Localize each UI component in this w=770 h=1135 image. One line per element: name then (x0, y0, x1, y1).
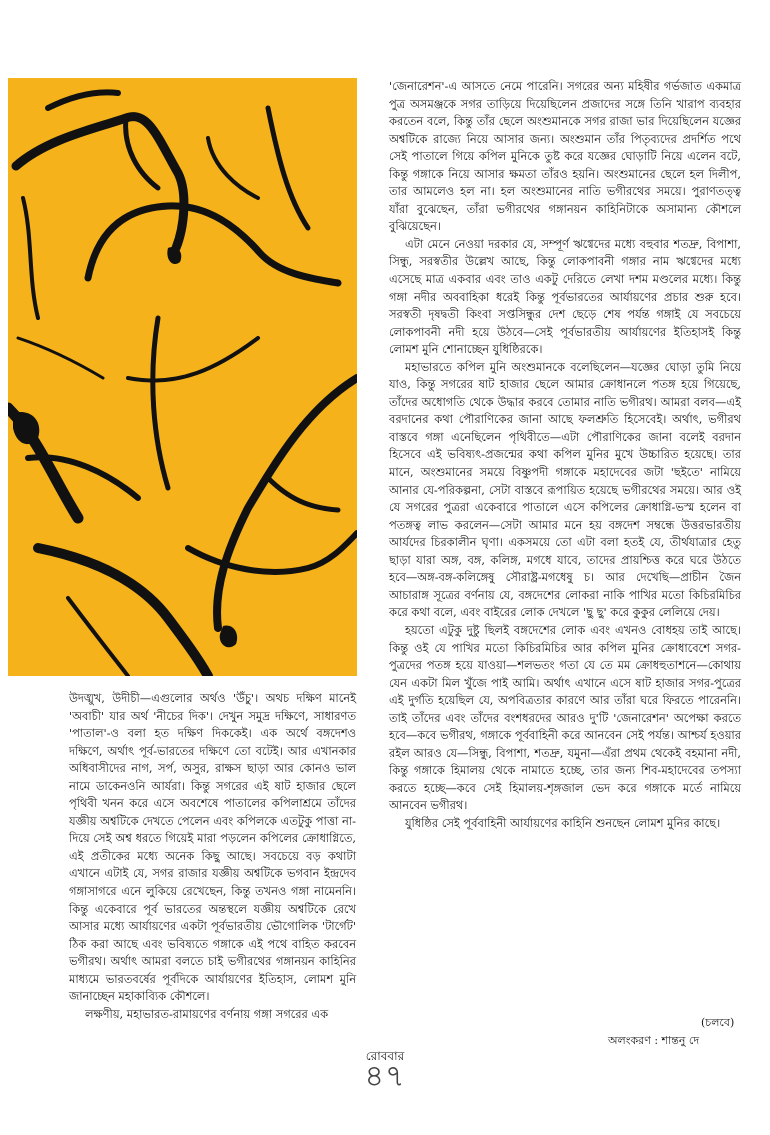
left-paragraph-1: উদঙ্মুখ, উদীচী—এগুলোর অর্থও 'উঁচু'। অথচ দক্ষিণ মানেই 'অবাচী' যার অর্থ 'নীচের দিক'। দেখুন সমুদ্র দক্ষিণে, সাধারণত 'পাতাল'-ও বলা হত দক্ষিণ দিককেই। এক অর্থে বঙ্গদেশও দক্ষিণে, অর্থাৎ পূর্ব-ভারতের দক্ষিণে তো বটেই। আর এখানকার অধিবাসীদের নাগ, সর্প, অসুর, রাক্ষস ছাড়া আর কোনও ভাল নামে ডাকেনওনি আর্যরা। কিন্তু সগরের এই ষাট হাজার ছেলে পৃথিবী খনন করে এসে অবশেষে পাতালের কপিলাশ্রমে তাঁদের যজ্ঞীয় অশ্বটিকে দেখতে পেলেন এবং কপিলকে এতটুকু পাত্তা না-দিয়ে সেই অশ্ব ধরতে গিয়েই মারা পড়লেন কপিলের ক্রোধাগ্নিতে, এই প্রতীকের মধ্যে অনেক কিছু আছে। সবচেয়ে বড় কথাটা এখানে এটাই যে, সগর রাজার যজ্ঞীয় অশ্বটিকে ভগবান ইন্দ্রদেব গঙ্গাসাগরে এনে লুকিয়ে রেখেছেন, কিন্তু তখনও গঙ্গা নামেননি। কিন্তু একেবারে পূর্ব ভারতের অন্তস্থলে যজ্ঞীয় অশ্বটিকে রেখে আসার মধ্যে আর্যায়ণের একটা পূর্বভারতীয় ভৌগোলিক 'টার্গেট' ঠিক করা আছে এবং ভবিষ্যতে গঙ্গাকে এই পথে বাহিত করবেন ভগীরথ। অর্থাৎ আমরা বলতে চাই ভগীরথের গঙ্গানয়ন কাহিনির মাধ্যমে ভারতবর্ষের পূর্বদিকে আর্যায়ণের ইতিহাস, লোমশ মুনি জানাচ্ছেন মহাকাব্যিক কৌশলে। (69, 691, 356, 1004)
brush-stroke-art (8, 78, 357, 676)
illustration-credit: অলংকরণ : শান্তনু দে (608, 1034, 700, 1047)
right-paragraph-2: এটা মেনে নেওয়া দরকার যে, সম্পূর্ণ ঋগ্বেদের মধ্যে বহুবার শতদ্রু, বিপাশা, সিন্ধু, সরস্বতীর উল্লেখ আছে, কিন্তু লোকপাবনী গঙ্গার নাম ঋগ্বেদের মধ্যে এসেছে মাত্র একবার এবং তাও একটু দেরিতে লেখা দশম মণ্ডলের মধ্যে। কিন্তু গঙ্গা নদীর অববাহিকা ধরেই কিন্তু পূর্বভারতের আর্যায়ণের প্রচার শুরু হবে। সরস্বতী দৃষদ্বতী কিংবা সপ্তসিন্ধুর দেশ ছেড়ে শেষ পর্যন্ত গঙ্গাই যে সবচেয়ে লোকপাবনী নদী হয়ে উঠবে—সেই পূর্বভারতীয় আর্যায়ণের ইতিহাসই কিন্তু লোমশ মুনি শোনাচ্ছেন যুধিষ্ঠিরকে। (389, 236, 741, 357)
continued-note: (চলবে) (701, 1016, 735, 1029)
magazine-name: রোববার (365, 1049, 405, 1063)
right-paragraph-4: হয়তো এটুকু দুষ্টু ছিলই বঙ্গদেশের লোক এবং এখনও বোধহয় তাই আছে। কিন্তু ওই যে পাখির মতো কিচিরমিচির আর কপিল মুনির ক্রোধাবেশে সগর-পুত্রদের পতঙ্গ হয়ে যাওয়া—শলভতং গতা যে তে মম ক্রোধহুতাশনে—কোথায় যেন একটা মিল খুঁজে পাই আমি। অর্থাৎ এখানে এসে ষাট হাজার সগর-পুত্রের এই দুর্গতি হয়েছিল যে, অপবিত্রতার কারণে আর তাঁরা ঘরে ফিরতে পারেননি। তাই তাঁদের এবং তাঁদের বংশধরদের আরও দু'টি 'জেনারেশন' অপেক্ষা করতে হবে—কবে ভগীরথ, গঙ্গাকে পূর্ববাহিনী করে আনবেন সেই পর্যন্ত। আশ্চর্য হওয়ার রইল আরও যে—সিন্ধু, বিপাশা, শতদ্রু, যমুনা—এঁরা প্রথম থেকেই বহমানা নদী, কিন্তু গঙ্গাকে হিমালয় থেকে নামাতে হচ্ছে, তার জন্য শিব-মহাদেবের তপস্যা করতে হচ্ছে—কবে সেই হিমালয়-শৃঙ্গজাল ভেদ করে গঙ্গাকে মর্তে নামিয়ে আনবেন ভগীরথ। (389, 622, 741, 813)
right-paragraph-1: 'জেনারেশন'-এ আসতে নেমে পারেনি। সগরের অন্য মহিষীর গর্ভজাত একমাত্র পুত্র অসমঞ্জকে সগর তাড়িয়ে দিয়েছিলেন প্রজাদের সঙ্গে তিনি খারাপ ব্যবহার করতেন বলে, কিন্তু তাঁর ছেলে অংশুমানকে সগর রাজা ভার দিয়েছিলেন যজ্ঞের অশ্বটিকে রাজ্যে নিয়ে আসার জন্য। অংশুমান তাঁর পিতৃব্যদের প্রদর্শিত পথে সেই পাতালে গিয়ে কপিল মুনিকে তুষ্ট করে যজ্ঞের ঘোড়াটি নিয়ে এলেন বটে, কিন্তু গঙ্গাকে নিয়ে আসার ক্ষমতা তাঁরও হয়নি। অংশুমানের ছেলে হল দিলীপ, তার আমলেও হল না। হল অংশুমানের নাতি ভগীরথের সময়ে। পুরাণতত্ত্ব যাঁরা বুঝেছেন, তাঁরা ভগীরথের গঙ্গানয়ন কাহিনিটাকে অসামান্য কৌশলে বুঝিয়েছেন। (389, 79, 741, 234)
right-paragraph-5: যুধিষ্ঠির সেই পূর্ববাহিনী আর্যায়ণের কাহিনি শুনছেন লোমশ মুনির কাছে। (404, 815, 721, 830)
left-paragraph-2: লক্ষণীয়, মহাভারত-রামায়ণের বর্ণনায় গঙ্গা সগরের এক (84, 1006, 329, 1021)
right-paragraph-3: মহাভারতে কপিল মুনি অংশুমানকে বলেছিলেন—যজ্ঞের ঘোড়া তুমি নিয়ে যাও, কিন্তু সগরের ষাট হাজার ছেলে আমার ক্রোধানলে পতঙ্গ হয়ে গিয়েছে, তাঁদের অধোগতি থেকে উদ্ধার করবে তোমার নাতি ভগীরথ। আমরা বলব—এই বরদানের কথা পৌরাণিকের জানা আছে ফলশ্রুতি হিসেবেই। অর্থাৎ, ভগীরথ বাস্তবে গঙ্গা এনেছিলেন পৃথিবীতে—এটা পৌরাণিকের জানা বলেই বরদান হিসেবে এই ভবিষ্যৎ-প্রজন্মের কথা কপিল মুনির মুখে উচ্চারিত হয়েছে। তার মানে, অংশুমানের সময়ে বিষ্ণুপদী গঙ্গাকে মহাদেবের জটা 'ছইতে' নামিয়ে আনার যে-পরিকল্পনা, সেটা বাস্তবে রূপায়িত হয়েছে ভগীরথের সময়ে। আর ওই যে সগরের পুত্ররা একেবারে পাতালে এসে কপিলের ক্রোধাগ্নি-ভস্ম হলেন বা পতঙ্গত্ব লাভ করলেন—সেটা আমার মনে হয় বঙ্গদেশ সম্বন্ধে উত্তরভারতীয় আর্যদের চিরকালীন ঘৃণা। একসময়ে তো এটা বলা হতই যে, তীর্থযাত্রার হেতু ছাড়া যারা অঙ্গ, বঙ্গ, কলিঙ্গ, মগধে যাবে, তাদের প্রায়শ্চিত্ত করে ঘরে উঠতে হবে—অঙ্গ-বঙ্গ-কলিঙ্গেষু সৌরাষ্ট্র-মগধেষু চ। আর দেখেছি—প্রাচীন জৈন আচারাঙ্গ সূত্রের বর্ণনায় যে, বঙ্গদেশের লোকরা নাকি পাখির মতো কিচিরমিচির করে কথা বলে, এবং বাইরের লোক দেখলে 'ছু ছু' করে কুকুর লেলিয়ে দেয়। (389, 359, 741, 620)
page-number: ৪৭ (364, 1059, 406, 1094)
left-text-column (69, 690, 356, 1023)
right-text-column (389, 78, 741, 833)
illustration (8, 78, 357, 676)
